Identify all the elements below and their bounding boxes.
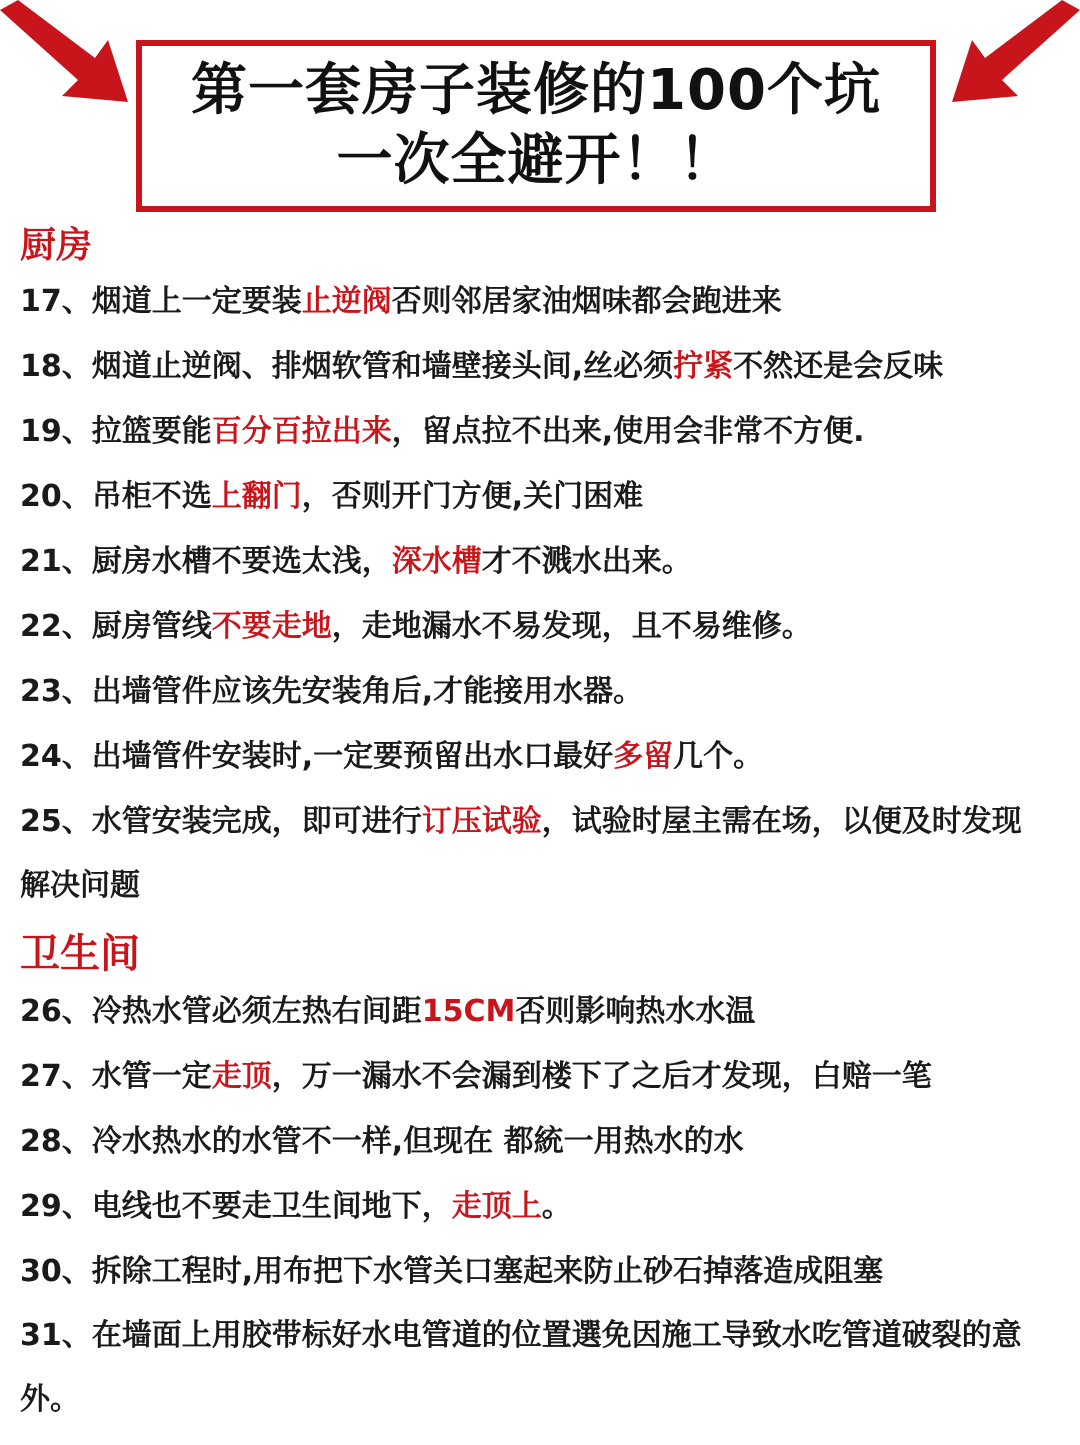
item-text: 冷热水管必须左热右间距 [91,994,422,1029]
highlight-text: 深水槽 [391,544,482,579]
list-item [20,542,1070,582]
highlight-text: 订压试验 [421,804,542,839]
list-item [20,672,1070,712]
highlight-text: 止逆阀 [301,284,392,319]
item-text: 拉篮要能 [91,414,212,449]
item-number: 22、 [20,609,92,644]
item-number: 29、 [20,1189,92,1224]
item-number: 18、 [20,349,92,384]
item-text: 厨房管线 [91,609,212,644]
section-heading-kitchen: 厨房 [20,225,93,266]
red-arrow-right-icon [945,0,1080,110]
item-number: 24、 [20,739,92,774]
highlight-text: 不要走地 [211,609,332,644]
item-text: 厨房水槽不要选太浅， [91,544,392,579]
item-text: 否则邻居家油烟味都会跑进来 [391,284,782,319]
item-text: 几个。 [673,739,764,774]
list-item [20,1057,1070,1097]
highlight-text: 拧紧 [673,349,734,384]
item-text: 才不溅水出来。 [481,544,692,579]
item-number: 27、 [20,1059,92,1094]
item-text: 吊柜不选 [91,479,212,514]
list-item [20,347,1070,387]
list-item [20,790,1050,918]
item-text: 水管一定 [91,1059,212,1094]
highlight-text: 走顶 [211,1059,272,1094]
item-text: 水管安装完成，即可进行 [91,804,422,839]
item-text: ，留点拉不出来,使用会非常不方便. [391,414,865,449]
item-text: 拆除工程时,用布把下水管关口塞起来防止砂石掉落造成阻塞 [91,1254,884,1289]
list-item [20,1187,1070,1227]
list-item [20,607,1070,647]
item-number: 19、 [20,414,92,449]
list-item [20,282,1070,322]
item-number: 21、 [20,544,92,579]
list-item [20,477,1070,517]
item-text: 在墙面上用胶带标好水电管道的位置選免因施工导致水吃管道破裂的意外。 [20,1318,1022,1417]
item-number: 20、 [20,479,92,514]
item-text: 出墙管件安装时,一定要预留出水口最好 [91,739,614,774]
list-item [20,1304,1050,1432]
item-number: 26、 [20,994,92,1029]
item-text: ，走地漏水不易发现，且不易维修。 [331,609,812,644]
item-text: 冷水热水的水管不一样,但现在 都統一用热水的水 [91,1124,744,1159]
highlight-text: 上翻门 [211,479,302,514]
item-number: 17、 [20,284,92,319]
item-number: 31、 [20,1318,92,1353]
item-text: 出墙管件应该先安装角后,才能接用水器。 [91,674,644,709]
item-text: 。 [541,1189,572,1224]
item-number: 28、 [20,1124,92,1159]
section-heading-bathroom: 卫生间 [20,931,140,977]
list-item [20,1252,1070,1292]
list-item [20,992,1070,1032]
item-number: 23、 [20,674,92,709]
item-text: ，否则开门方便,关门困难 [301,479,644,514]
item-text: 不然还是会反味 [733,349,944,384]
list-item [20,1122,1070,1162]
item-text: 烟道上一定要装 [91,284,302,319]
item-text: ，试验时屋主需在场，以便及时发现解决问题 [20,804,1022,903]
item-text: ，万一漏水不会漏到楼下了之后才发现，白赔一笔 [271,1059,932,1094]
highlight-text: 走顶上 [451,1189,542,1224]
item-number: 25、 [20,804,92,839]
highlight-text: 百分百拉出来 [211,414,392,449]
item-text: 电线也不要走卫生间地下， [91,1189,452,1224]
highlight-text: 多留 [613,739,674,774]
highlight-text: 15CM [421,994,516,1029]
list-item [20,412,1070,452]
title-line-2: 一次全避开！！ [336,128,736,193]
red-arrow-left-icon [0,0,135,110]
title-box [136,40,936,212]
list-item [20,737,1070,777]
title-line-1: 第一套房子装修的100个坑 [191,58,881,123]
item-number: 30、 [20,1254,92,1289]
item-text: 烟道止逆阀、排烟软管和墙壁接头间,丝必须 [91,349,674,384]
item-text: 否则影响热水水温 [515,994,756,1029]
